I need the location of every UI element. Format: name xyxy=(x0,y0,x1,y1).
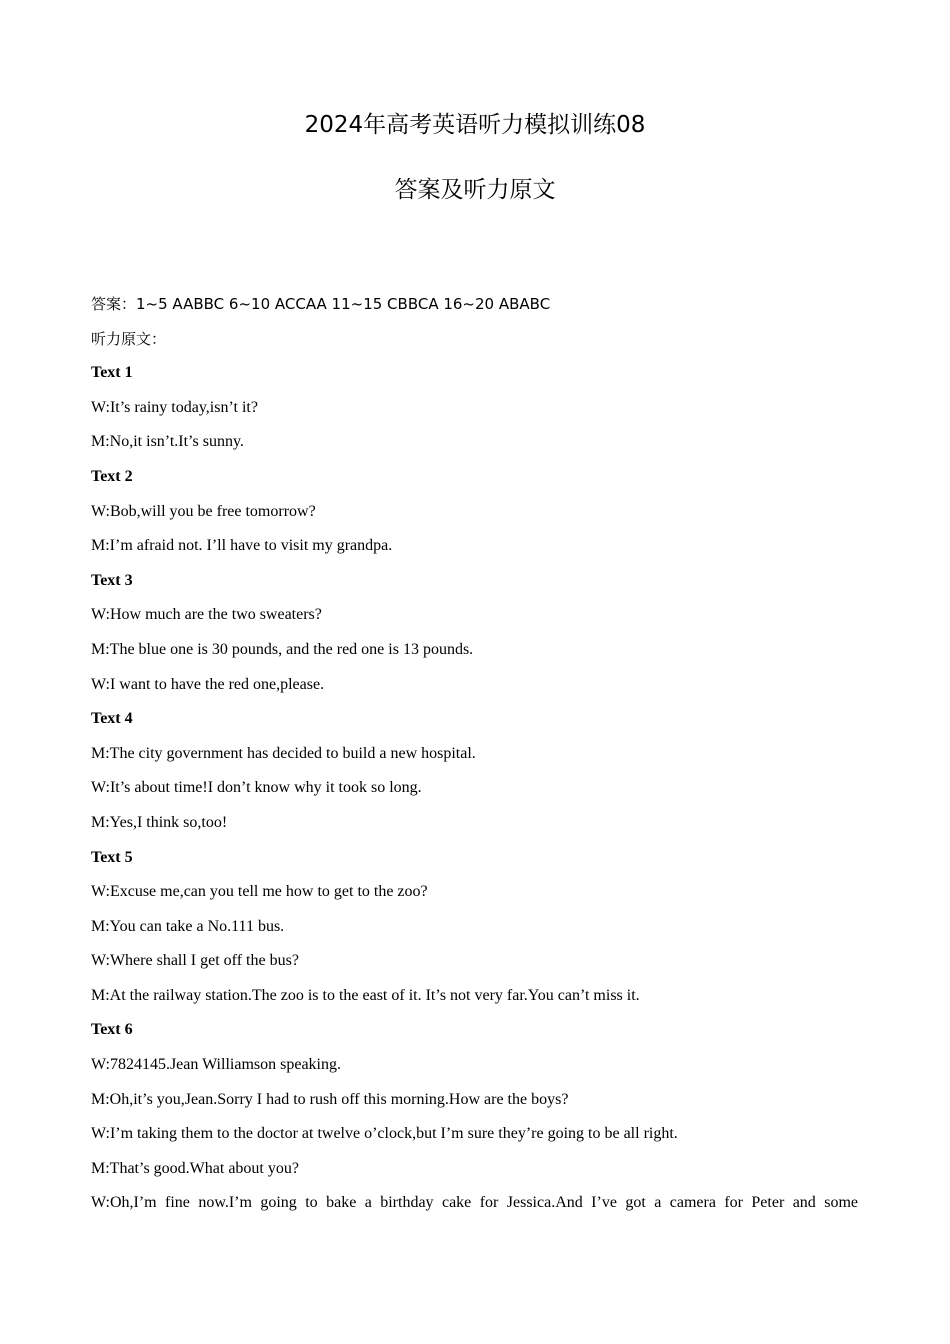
text-heading: Text 6 xyxy=(91,1021,133,1039)
dialogue-line: M:The city government has decided to build a new hospital. xyxy=(91,744,476,762)
text-heading: Text 3 xyxy=(91,571,133,589)
dialogue-line: W:I want to have the red one,please. xyxy=(91,675,325,693)
dialogue-line: W:How much are the two sweaters? xyxy=(91,606,322,624)
dialogue-line: W:I’m taking them to the doctor at twelve o’clock,but I’m sure they’re going to be all right. xyxy=(91,1125,678,1143)
dialogue-line: W:Where shall I get off the bus? xyxy=(91,952,299,970)
dialogue-line: W:Bob,will you be free tomorrow? xyxy=(91,502,316,520)
document-subtitle: 答案及听力原文 xyxy=(394,177,556,203)
dialogue-line: W:Excuse me,can you tell me how to get to the zoo? xyxy=(91,883,428,901)
dialogue-line: M:No,it isn’t.It’s sunny. xyxy=(91,433,244,451)
text-heading: Text 4 xyxy=(91,710,133,728)
dialogue-line: M:Yes,I think so,too! xyxy=(91,813,228,831)
dialogue-line: M:At the railway station.The zoo is to the east of it. It’s not very far.You can’t miss it. xyxy=(91,986,640,1004)
document-title: 2024年高考英语听力模拟训练08 xyxy=(304,112,646,138)
dialogue-line: W:It’s about time!I don’t know why it took so long. xyxy=(91,779,422,797)
text-heading: Text 1 xyxy=(91,364,133,382)
answers-line: 答案：1~5 AABBC 6~10 ACCAA 11~15 CBBCA 16~20 ABABC xyxy=(91,295,551,313)
dialogue-line: M:You can take a No.111 bus. xyxy=(91,917,285,935)
dialogue-line: M:That’s good.What about you? xyxy=(91,1159,299,1177)
dialogue-line: M:Oh,it’s you,Jean.Sorry I had to rush off this morning.How are the boys? xyxy=(91,1090,569,1108)
dialogue-line: W:7824145.Jean Williamson speaking. xyxy=(91,1056,341,1074)
transcript-label: 听力原文： xyxy=(91,329,167,348)
dialogue-line: W:Oh,I’m fine now.I’m going to bake a birthday cake for Jessica.And I’ve got a camera for Peter and some xyxy=(91,1194,858,1212)
dialogue-line: M:The blue one is 30 pounds, and the red one is 13 pounds. xyxy=(91,640,474,658)
text-heading: Text 2 xyxy=(91,467,133,485)
dialogue-line: W:It’s rainy today,isn’t it? xyxy=(91,398,258,416)
dialogue-line: M:I’m afraid not. I’ll have to visit my grandpa. xyxy=(91,537,393,555)
text-heading: Text 5 xyxy=(91,848,133,866)
document-body xyxy=(91,287,858,1221)
